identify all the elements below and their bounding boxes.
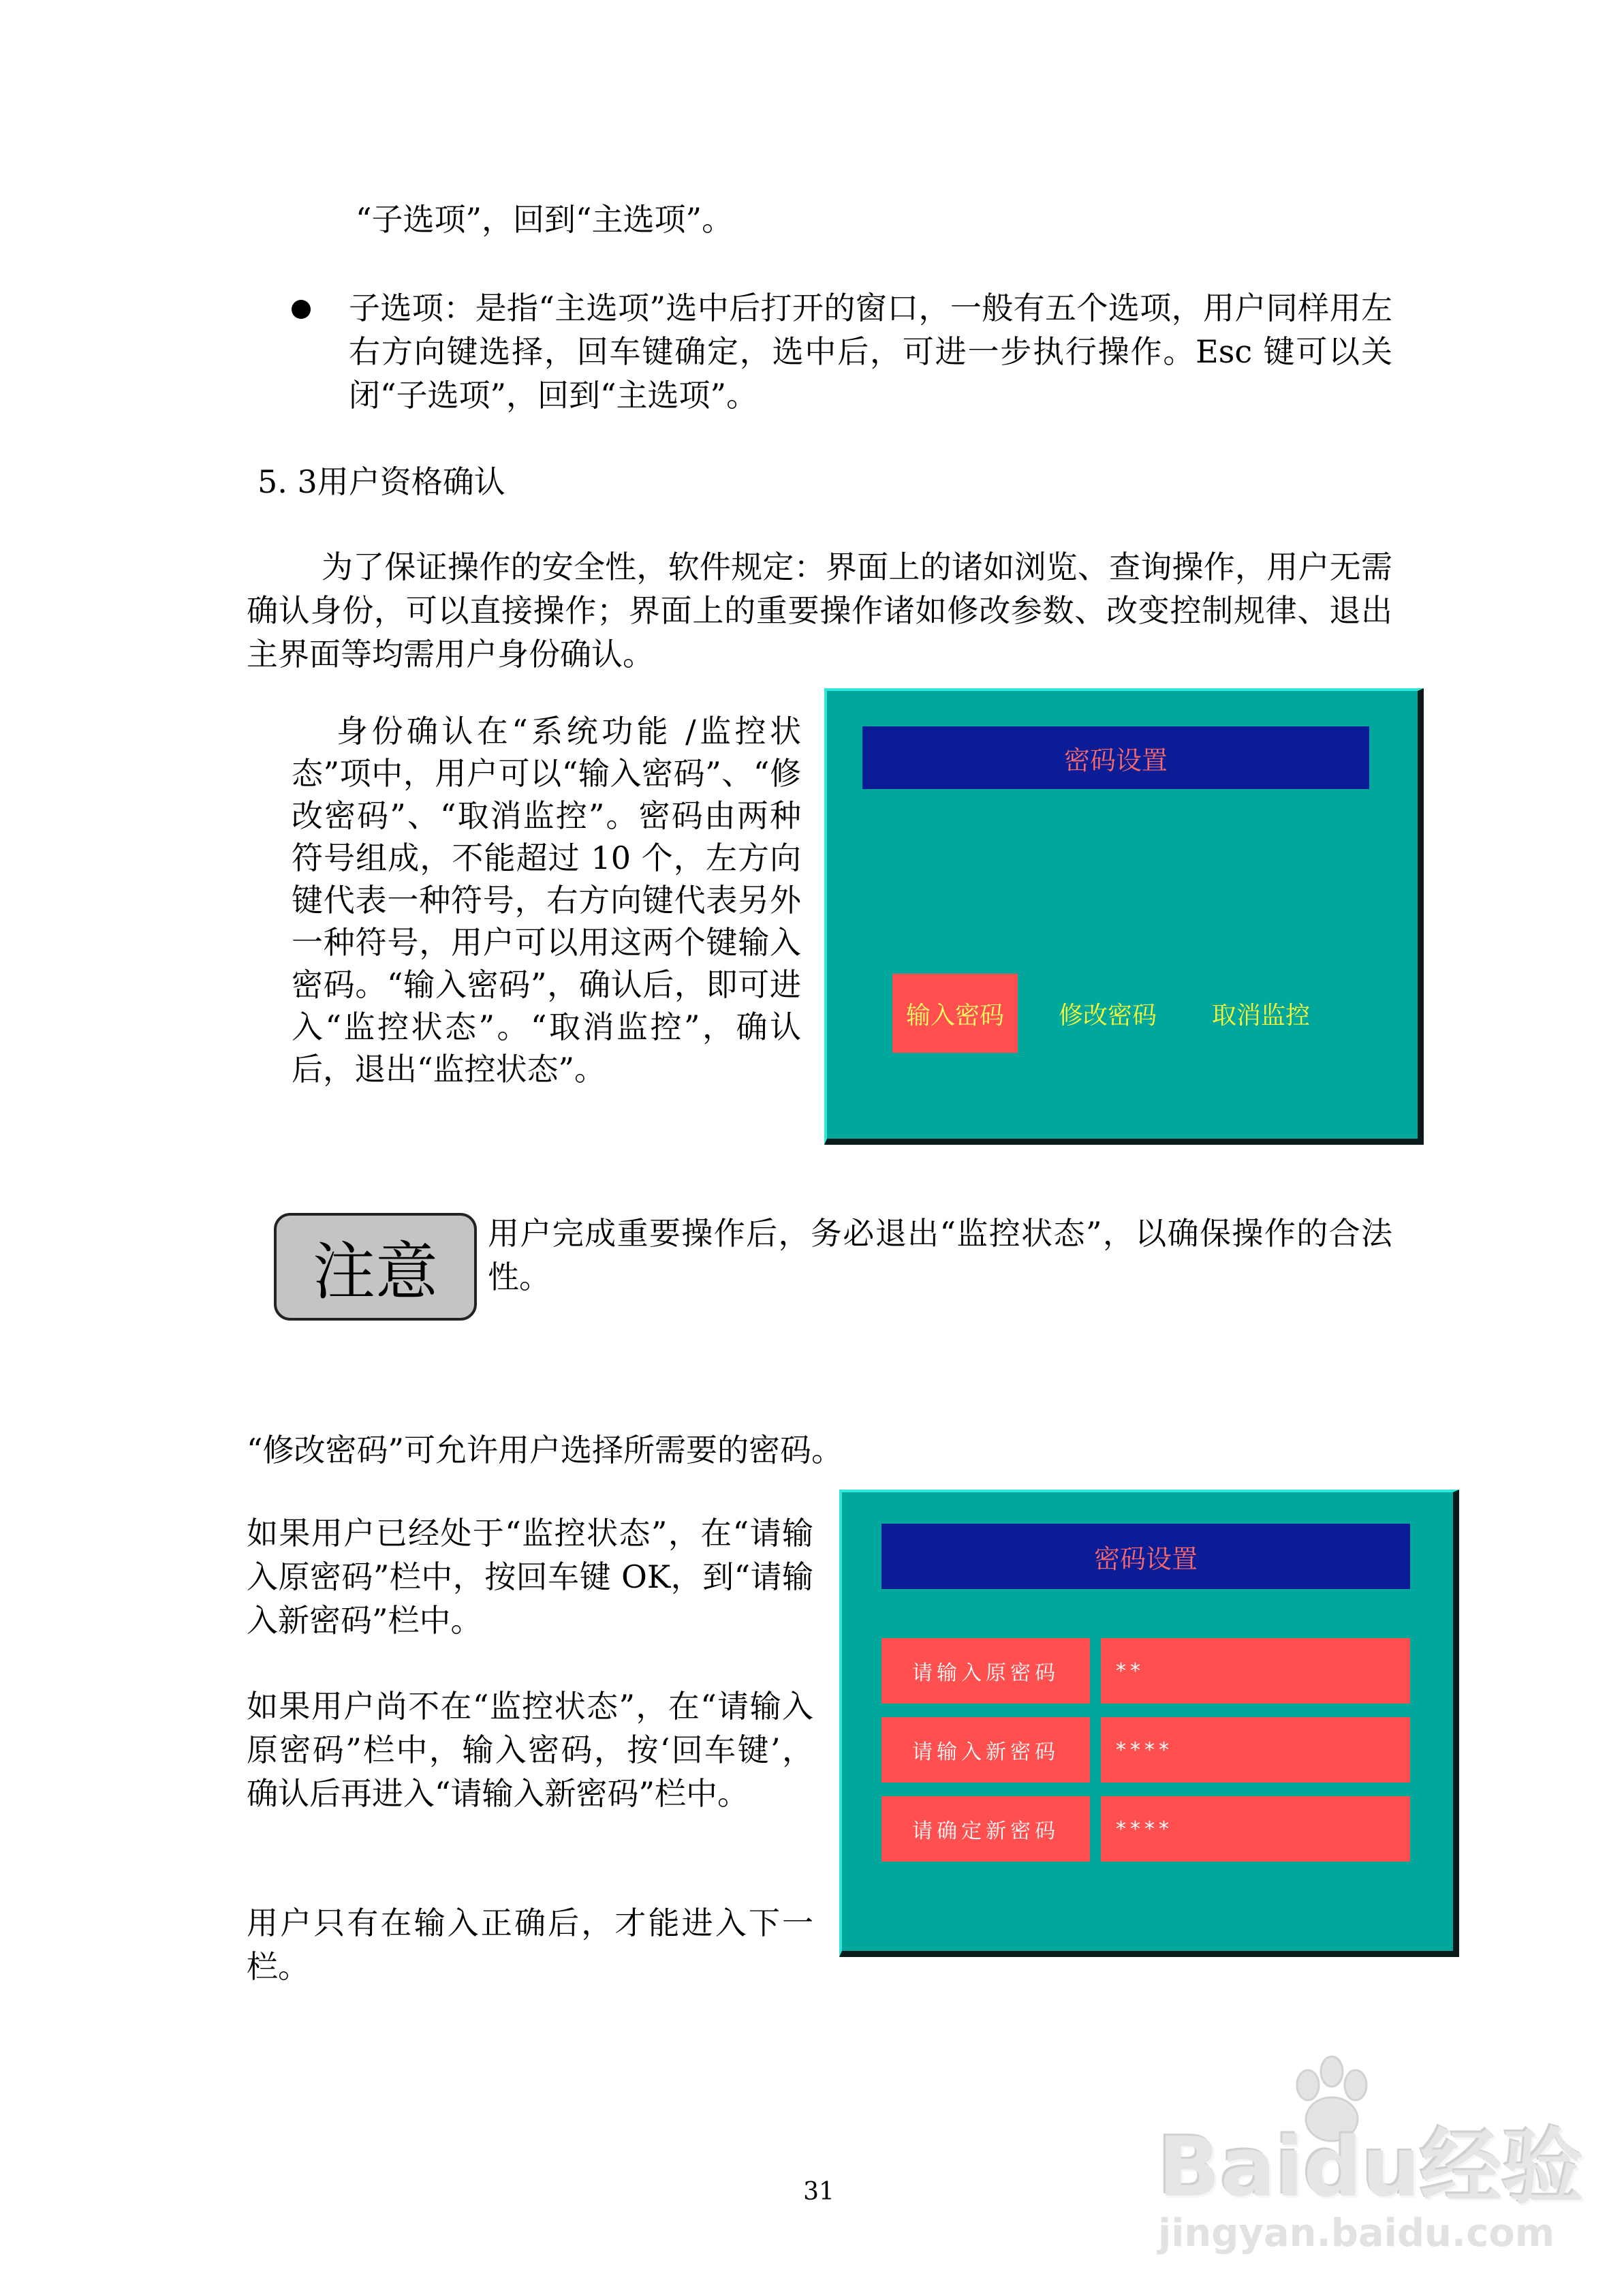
- watermark-brand: Baidu经验: [1158, 2121, 1584, 2215]
- bullet-text: 子选项：是指“主选项”选中后打开的窗口，一般有五个选项，用户同样用左右方向键选择，回车键确定，选中后，可进一步执行操作。Esc 键可以关闭“子选项”，回到“主选项”。: [349, 290, 1392, 414]
- paragraph-in-monitor: 如果用户已经处于“监控状态”，在“请输入原密码”栏中，按回车键 OK，到“请输入新密码”栏中。: [247, 1515, 813, 1639]
- new-password-label: 请输入新密码: [881, 1717, 1090, 1783]
- paragraph-not-monitor: 如果用户尚不在“监控状态”，在“请输入原密码”栏中，输入密码，按‘回车键’，确认后再进入“请输入新密码”栏中。: [247, 1688, 813, 1812]
- paragraph-identity: 身份确认在“系统功能 /监控状态”项中，用户可以“输入密码”、“修改密码”、“取消监控”。密码由两种符号组成，不能超过 10 个，左方向键代表一种符号，右方向键代表另外一种符号，用户可以用这两个键输入密码。“输入密码”，确认后，即可进入“监控状态”。“取消监控”，确认后，退出“监控状态”。: [292, 713, 801, 1088]
- confirm-password-label: 请确定新密码: [881, 1796, 1090, 1862]
- new-password-field[interactable]: ****: [1101, 1717, 1410, 1783]
- paragraph-correct-input: 用户只有在输入正确后，才能进入下一栏。: [247, 1905, 813, 1985]
- password-menu-panel: [824, 688, 1424, 1145]
- panel-title: 密码设置: [862, 726, 1369, 789]
- watermark-url: jingyan.baidu.com: [1158, 2211, 1555, 2255]
- change-password-panel: [839, 1490, 1459, 1957]
- bullet-dot: [292, 300, 311, 319]
- notice-badge: 注意: [274, 1213, 477, 1321]
- change-password-option[interactable]: 修改密码: [1058, 1001, 1157, 1030]
- section-heading: 5. 3用户资格确认: [257, 463, 505, 500]
- paragraph-security: 为了保证操作的安全性，软件规定：界面上的诸如浏览、查询操作，用户无需确认身份，可以直接操作；界面上的重要操作诸如修改参数、改变控制规律、退出主界面等均需用户身份确认。: [247, 549, 1392, 673]
- old-password-field[interactable]: **: [1101, 1638, 1410, 1704]
- panel-title: 密码设置: [881, 1524, 1410, 1589]
- enter-password-option[interactable]: 输入密码: [892, 974, 1018, 1053]
- confirm-password-field[interactable]: ****: [1101, 1796, 1410, 1862]
- old-password-label: 请输入原密码: [881, 1638, 1090, 1704]
- continuation-line: “子选项”，回到“主选项”。: [356, 201, 734, 238]
- page-number: 31: [803, 2178, 834, 2206]
- paragraph-change-intro: “修改密码”可允许用户选择所需要的密码。: [247, 1432, 843, 1468]
- cancel-monitor-option[interactable]: 取消监控: [1211, 1001, 1310, 1030]
- notice-text: 用户完成重要操作后，务必退出“监控状态”，以确保操作的合法性。: [488, 1215, 1392, 1295]
